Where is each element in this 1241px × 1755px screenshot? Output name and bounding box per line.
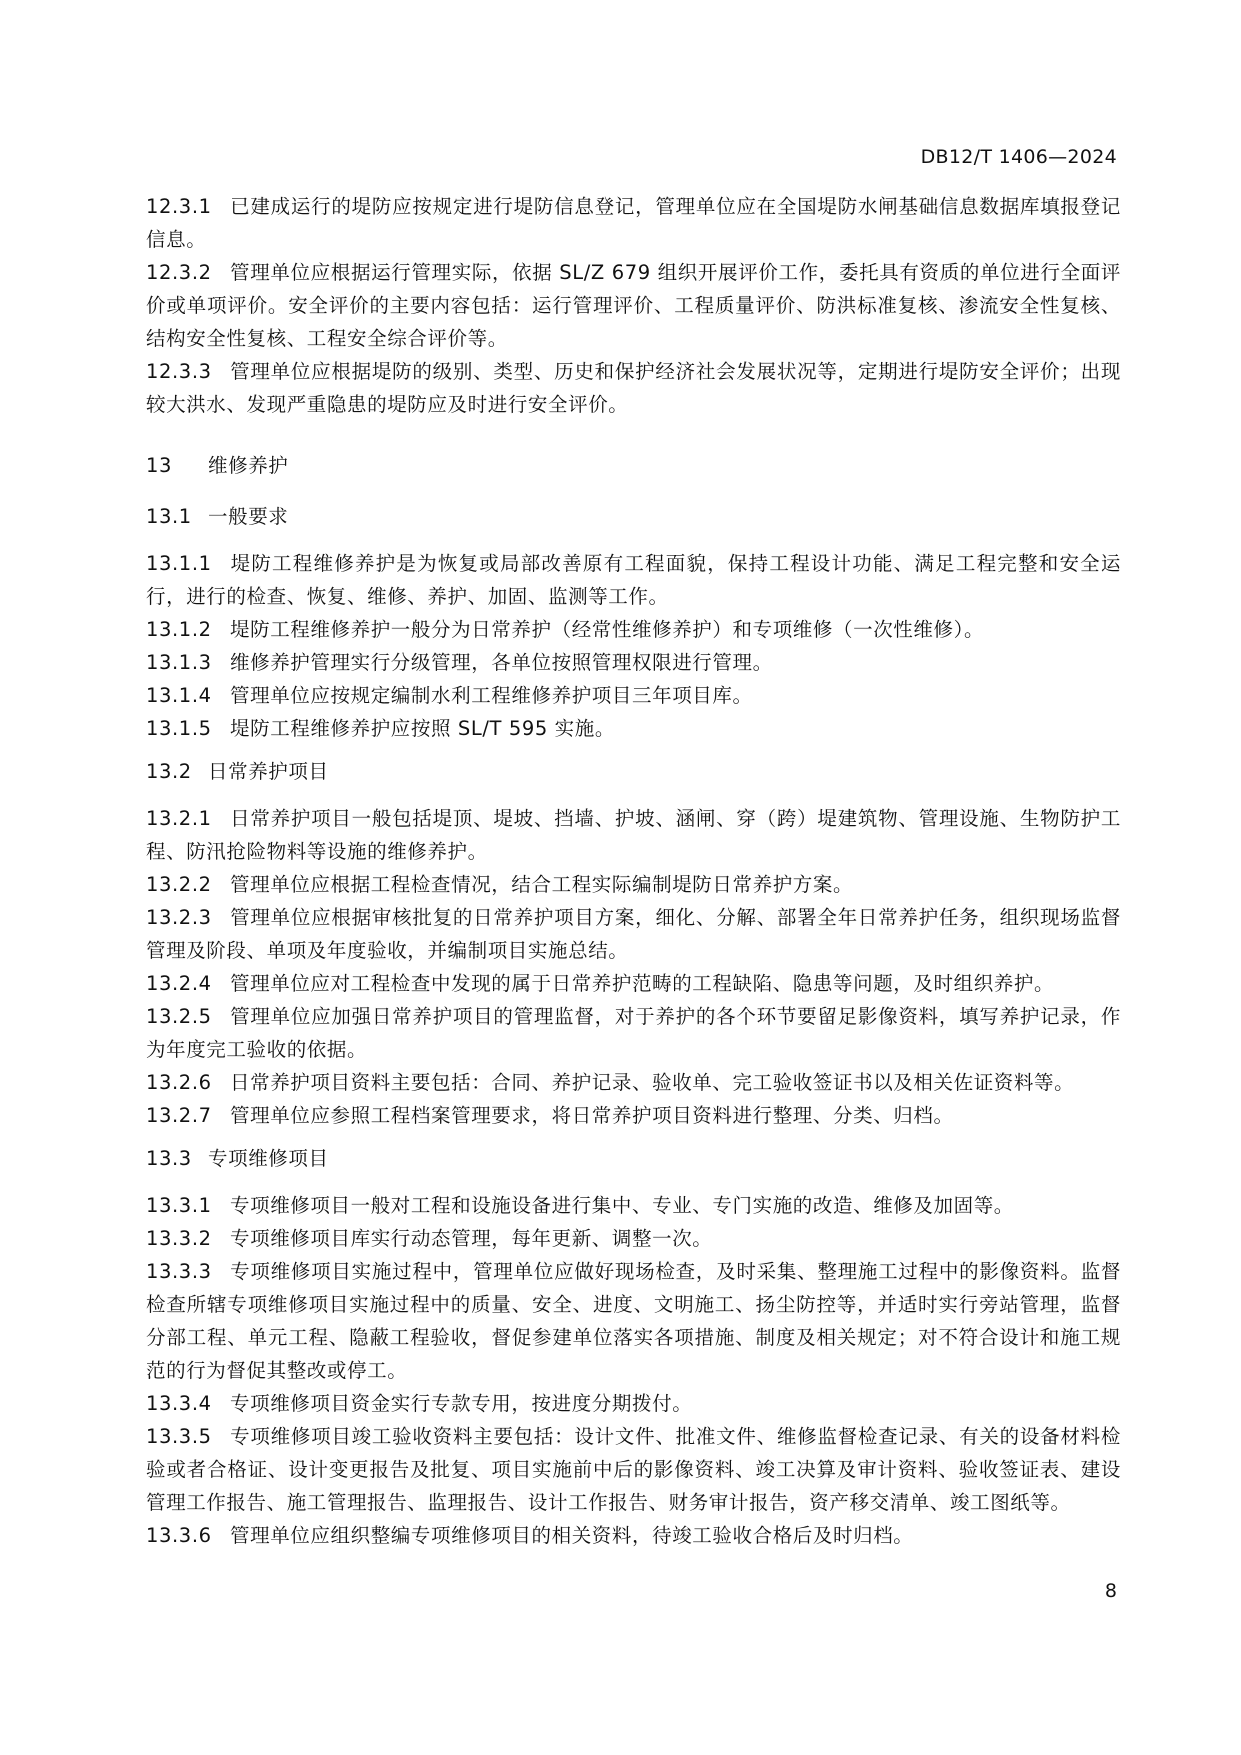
clause-13-1-3 (146, 646, 1121, 679)
heading-number: 13 (146, 454, 173, 477)
clause-12-3-1 (146, 190, 1121, 256)
clause-13-2-7 (146, 1099, 1121, 1132)
clause-number: 13.3.3 (146, 1260, 212, 1283)
section-heading-13-1 (146, 500, 1121, 533)
clause-number: 13.3.4 (146, 1392, 212, 1415)
clause-13-1-4 (146, 679, 1121, 712)
clause-number: 13.1.2 (146, 618, 212, 641)
clause-text: 管理单位应根据堤防的级别、类型、历史和保护经济社会发展状况等，定期进行堤防安全评价；出现较大洪水、发现严重隐患的堤防应及时进行安全评价。 (146, 360, 1121, 416)
clause-number: 13.3.5 (146, 1425, 212, 1448)
clause-text: 已建成运行的堤防应按规定进行堤防信息登记，管理单位应在全国堤防水闸基础信息数据库填报登记信息。 (146, 195, 1121, 251)
clause-number: 12.3.3 (146, 360, 212, 383)
clause-number: 13.1.3 (146, 651, 212, 674)
clause-number: 13.3.6 (146, 1524, 212, 1547)
clause-13-3-1 (146, 1189, 1121, 1222)
clause-text: 日常养护项目一般包括堤顶、堤坡、挡墙、护坡、涵闸、穿（跨）堤建筑物、管理设施、生物防护工程、防汛抢险物料等设施的维修养护。 (146, 807, 1121, 863)
heading-number: 13.1 (146, 505, 192, 528)
heading-number: 13.3 (146, 1147, 192, 1170)
clause-13-2-3 (146, 901, 1121, 967)
clause-text: 堤防工程维修养护一般分为日常养护（经常性维修养护）和专项维修（一次性维修）。 (230, 618, 985, 641)
clause-text: 专项维修项目库实行动态管理，每年更新、调整一次。 (230, 1227, 713, 1250)
page-number: 8 (1104, 1580, 1117, 1602)
clause-number: 13.2.1 (146, 807, 212, 830)
clause-13-2-5 (146, 1000, 1121, 1066)
clause-13-3-5 (146, 1420, 1121, 1519)
clause-number: 13.2.3 (146, 906, 212, 929)
clause-number: 13.3.2 (146, 1227, 212, 1250)
clause-13-2-4 (146, 967, 1121, 1000)
clause-13-1-1 (146, 547, 1121, 613)
clause-text: 管理单位应根据审核批复的日常养护项目方案，细化、分解、部署全年日常养护任务，组织现场监督管理及阶段、单项及年度验收，并编制项目实施总结。 (146, 906, 1121, 962)
clause-number: 13.2.6 (146, 1071, 212, 1094)
clause-number: 12.3.2 (146, 261, 212, 284)
clause-text: 管理单位应根据运行管理实际，依据 SL/Z 679 组织开展评价工作，委托具有资质的单位进行全面评价或单项评价。安全评价的主要内容包括：运行管理评价、工程质量评价、防洪标准复核、渗流安全性复核、结构安全性复核、工程安全综合评价等。 (146, 261, 1121, 350)
clause-12-3-3 (146, 355, 1121, 421)
clause-number: 13.2.4 (146, 972, 212, 995)
clause-text: 管理单位应组织整编专项维修项目的相关资料，待竣工验收合格后及时归档。 (230, 1524, 914, 1547)
clause-number: 13.2.2 (146, 873, 212, 896)
clause-number: 13.3.1 (146, 1194, 212, 1217)
clause-13-1-5 (146, 712, 1121, 745)
clause-12-3-2 (146, 256, 1121, 355)
clause-text: 专项维修项目实施过程中，管理单位应做好现场检查，及时采集、整理施工过程中的影像资料。监督检查所辖专项维修项目实施过程中的质量、安全、进度、文明施工、扬尘防控等，并适时实行旁站管理，监督分部工程、单元工程、隐蔽工程验收，督促参建单位落实各项措施、制度及相关规定；对不符合设计和施工规范的行为督促其整改或停工。 (146, 1260, 1121, 1382)
heading-text: 专项维修项目 (208, 1147, 329, 1170)
clause-13-3-4 (146, 1387, 1121, 1420)
clause-13-3-3 (146, 1255, 1121, 1387)
clause-text: 管理单位应根据工程检查情况，结合工程实际编制堤防日常养护方案。 (230, 873, 854, 896)
clause-13-2-2 (146, 868, 1121, 901)
document-body (146, 190, 1121, 1552)
clause-number: 13.1.5 (146, 717, 212, 740)
clause-number: 12.3.1 (146, 195, 212, 218)
clause-text: 维修养护管理实行分级管理，各单位按照管理权限进行管理。 (230, 651, 773, 674)
clause-text: 管理单位应按规定编制水利工程维修养护项目三年项目库。 (230, 684, 753, 707)
clause-number: 13.2.7 (146, 1104, 212, 1127)
chapter-heading-13 (146, 449, 1121, 482)
heading-text: 一般要求 (208, 505, 289, 528)
clause-text: 堤防工程维修养护是为恢复或局部改善原有工程面貌，保持工程设计功能、满足工程完整和安全运行，进行的检查、恢复、维修、养护、加固、监测等工作。 (146, 552, 1121, 608)
section-heading-13-3 (146, 1142, 1121, 1175)
clause-13-2-6 (146, 1066, 1121, 1099)
clause-13-3-2 (146, 1222, 1121, 1255)
clause-13-1-2 (146, 613, 1121, 646)
clause-text: 日常养护项目资料主要包括：合同、养护记录、验收单、完工验收签证书以及相关佐证资料等。 (230, 1071, 1075, 1094)
clause-13-3-6 (146, 1519, 1121, 1552)
clause-13-2-1 (146, 802, 1121, 868)
clause-text: 管理单位应对工程检查中发现的属于日常养护范畴的工程缺陷、隐患等问题，及时组织养护。 (230, 972, 1055, 995)
clause-text: 堤防工程维修养护应按照 SL/T 595 实施。 (230, 717, 615, 740)
clause-text: 专项维修项目资金实行专款专用，按进度分期拨付。 (230, 1392, 693, 1415)
heading-text: 日常养护项目 (208, 760, 329, 783)
heading-number: 13.2 (146, 760, 192, 783)
standard-code: DB12/T 1406—2024 (920, 146, 1117, 168)
section-heading-13-2 (146, 755, 1121, 788)
clause-text: 管理单位应加强日常养护项目的管理监督，对于养护的各个环节要留足影像资料，填写养护记录，作为年度完工验收的依据。 (146, 1005, 1121, 1061)
heading-text: 维修养护 (208, 454, 289, 477)
clause-text: 专项维修项目一般对工程和设施设备进行集中、专业、专门实施的改造、维修及加固等。 (230, 1194, 1014, 1217)
clause-number: 13.1.4 (146, 684, 212, 707)
clause-text: 管理单位应参照工程档案管理要求，将日常养护项目资料进行整理、分类、归档。 (230, 1104, 954, 1127)
clause-text: 专项维修项目竣工验收资料主要包括：设计文件、批准文件、维修监督检查记录、有关的设备材料检验或者合格证、设计变更报告及批复、项目实施前中后的影像资料、竣工决算及审计资料、验收签证表、建设管理工作报告、施工管理报告、监理报告、设计工作报告、财务审计报告，资产移交清单、竣工图纸等。 (146, 1425, 1121, 1514)
clause-number: 13.2.5 (146, 1005, 212, 1028)
clause-number: 13.1.1 (146, 552, 212, 575)
